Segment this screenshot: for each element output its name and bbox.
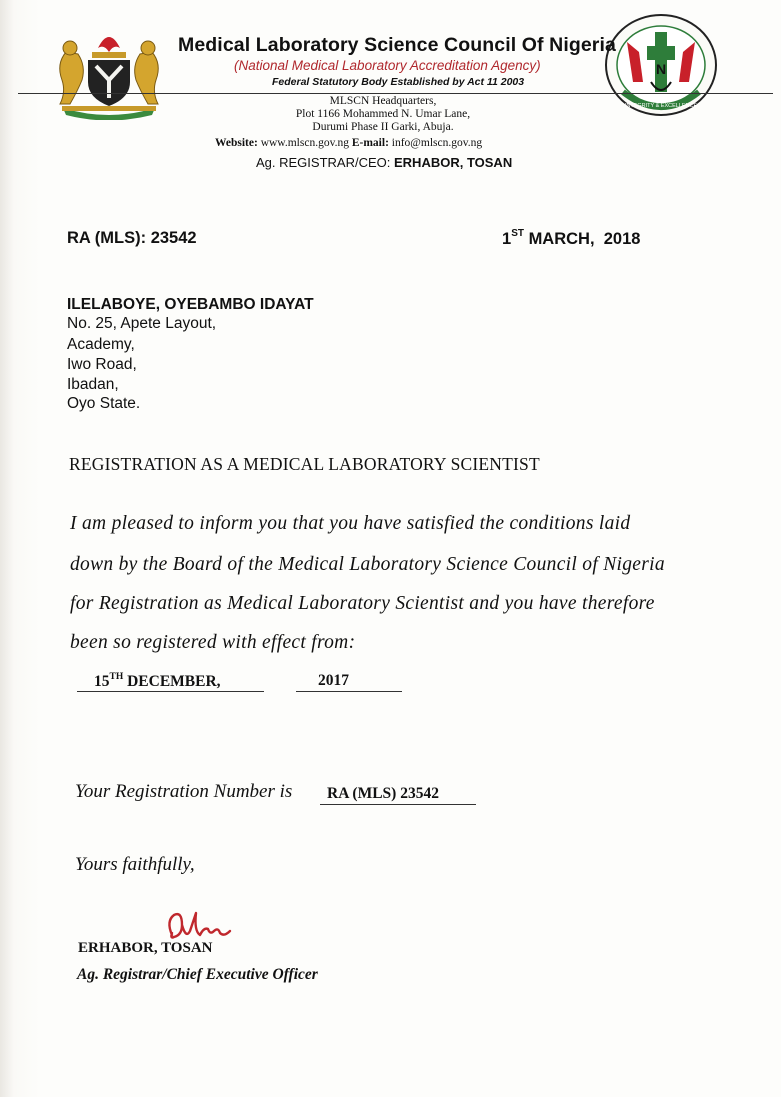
svg-text:N: N (655, 61, 667, 77)
registration-label: Your Registration Number is (75, 781, 293, 802)
body-line: down by the Board of the Medical Laboratory Science Council of Nigeria (70, 554, 665, 575)
email-label: E-mail: (351, 137, 389, 149)
org-name: Medical Laboratory Science Council Of Nigeria (178, 34, 616, 56)
address-line-1: MLSCN Headquarters, (329, 95, 437, 107)
registration-number: RA (MLS) 23542 (327, 785, 439, 802)
coat-of-arms-logo (48, 22, 170, 120)
signatory-name: ERHABOR, TOSAN (78, 940, 213, 956)
recipient-address-line: Ibadan, (67, 376, 119, 393)
letterhead-rule (18, 93, 773, 94)
recipient-address-line: Oyo State. (67, 395, 141, 412)
statutory-note: Federal Statutory Body Established by Act 11 2003 (272, 76, 525, 88)
contact-line (215, 137, 482, 149)
registrar-label: Ag. REGISTRAR/CEO: (256, 155, 391, 170)
registration-underline (320, 804, 476, 805)
letter-subject: REGISTRATION AS A MEDICAL LABORATORY SCIENTIST (69, 454, 540, 474)
email-link[interactable]: info@mlscn.gov.ng (391, 137, 483, 149)
org-subtitle: (National Medical Laboratory Accreditation Agency) (234, 58, 541, 73)
effective-date-underline (77, 691, 264, 692)
body-line: for Registration as Medical Laboratory Scientist and you have therefore (70, 593, 655, 614)
signatory-title: Ag. Registrar/Chief Executive Officer (77, 966, 318, 983)
closing-salutation: Yours faithfully, (75, 854, 195, 875)
reference-number: RA (MLS): 23542 (67, 229, 197, 247)
recipient-address-line: Academy, (67, 336, 135, 353)
effective-year-underline (296, 691, 402, 692)
website-link[interactable]: www.mlscn.gov.ng (260, 137, 349, 149)
council-seal-logo (603, 12, 719, 118)
effective-year: 2017 (318, 672, 349, 689)
recipient-address-line: Iwo Road, (67, 356, 137, 373)
body-line: been so registered with effect from: (70, 632, 356, 653)
effective-day-month: 15TH DECEMBER, (94, 672, 221, 690)
recipient-name: ILELABOYE, OYEBAMBO IDAYAT (67, 296, 314, 313)
seal-motto: INTEGRITY & EXCELLENCE (624, 103, 698, 109)
website-label: Website: (215, 137, 258, 149)
letter-date: 1ST MARCH, 2018 (502, 228, 641, 248)
recipient-address-line: No. 25, Apete Layout, (67, 315, 217, 332)
address-line-2: Plot 1166 Mohammed N. Umar Lane, (295, 108, 471, 120)
registrar-name: ERHABOR, TOSAN (394, 155, 513, 170)
body-line: I am pleased to inform you that you have satisfied the conditions laid (70, 513, 631, 534)
address-line-3: Durumi Phase II Garki, Abuja. (312, 121, 454, 133)
registrar-line (256, 155, 512, 170)
